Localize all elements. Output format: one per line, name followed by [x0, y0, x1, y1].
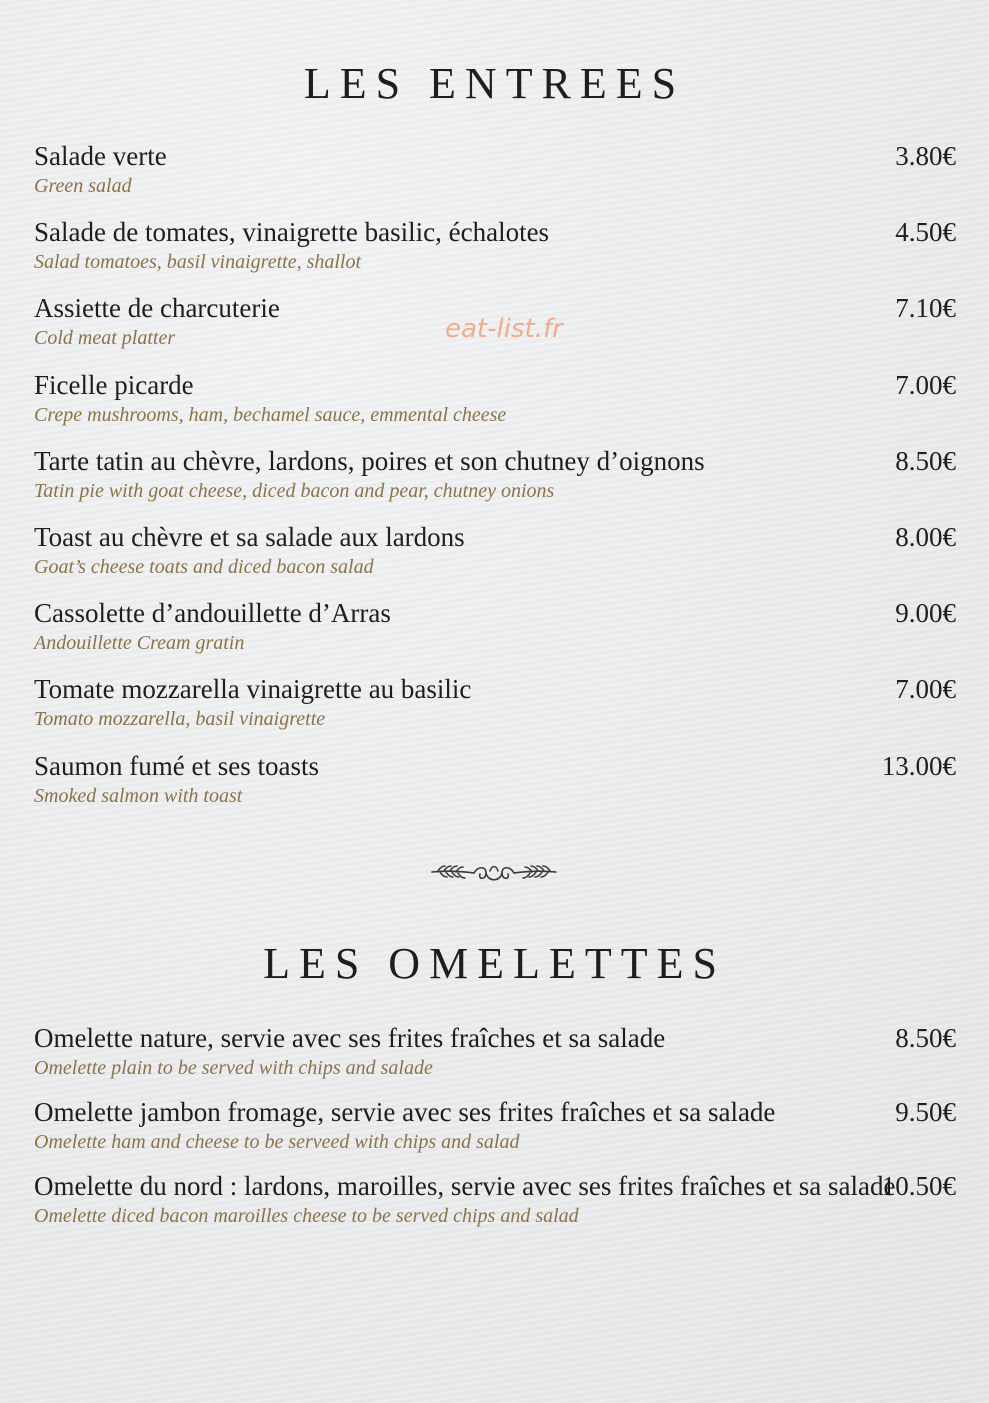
menu-item: [34, 138, 956, 214]
item-price: 13.00€: [881, 750, 956, 781]
item-price: 9.50€: [895, 1097, 956, 1127]
item-description: Andouillette Cream gratin: [34, 632, 245, 655]
item-description: Tomato mozzarella, basil vinaigrette: [34, 708, 326, 731]
item-name: Omelette du nord : lardons, maroilles, servie avec ses frites fraîches et sa salade: [34, 1171, 896, 1201]
menu-item: [34, 1020, 956, 1094]
section-title-entrees: LES ENTREES: [303, 59, 686, 108]
menu-item: [34, 1168, 956, 1242]
menu-item: [34, 1094, 956, 1168]
menu-item: [34, 748, 956, 824]
laurel-scroll-divider-icon: [428, 856, 560, 890]
item-name: Omelette jambon fromage, servie avec ses frites fraîches et sa salade: [34, 1097, 776, 1127]
item-name: Assiette de charcuterie: [34, 293, 280, 324]
item-price: 9.00€: [895, 598, 956, 629]
item-description: Omelette ham and cheese to be serveed with chips and salad: [34, 1131, 520, 1153]
menu-item: [34, 519, 956, 595]
section-title-omelettes: LES OMELETTES: [263, 939, 726, 988]
item-name: Saumon fumé et ses toasts: [34, 750, 319, 781]
item-description: Omelette diced bacon maroilles cheese to be served chips and salad: [34, 1205, 579, 1227]
menu-item: [34, 367, 956, 443]
item-price: 8.00€: [895, 521, 956, 552]
item-price: 10.50€: [881, 1171, 956, 1201]
item-description: Cold meat platter: [34, 327, 176, 350]
item-description: Crepe mushrooms, ham, bechamel sauce, emmental cheese: [34, 403, 507, 426]
item-name: Toast au chèvre et sa salade aux lardons: [34, 521, 465, 552]
item-name: Ficelle picarde: [34, 369, 194, 400]
item-name: Omelette nature, servie avec ses frites fraîches et sa salade: [34, 1023, 666, 1053]
item-description: Salad tomatoes, basil vinaigrette, shallot: [34, 251, 362, 274]
item-description: Omelette plain to be served with chips and salade: [34, 1057, 433, 1079]
item-name: Tomate mozzarella vinaigrette au basilic: [34, 674, 472, 705]
item-price: 7.10€: [895, 293, 956, 324]
item-name: Salade verte: [34, 141, 167, 171]
item-description: Smoked salmon with toast: [34, 784, 243, 807]
item-description: Goat’s cheese toats and diced bacon salad: [34, 555, 374, 578]
item-price: 7.00€: [895, 369, 956, 400]
item-name: Salade de tomates, vinaigrette basilic, échalotes: [34, 217, 550, 248]
menu-item: [34, 595, 956, 671]
item-description: Tatin pie with goat cheese, diced bacon and pear, chutney onions: [34, 479, 555, 502]
item-price: 7.00€: [895, 674, 956, 705]
omelettes-list: [34, 1020, 956, 1242]
item-price: 8.50€: [895, 445, 956, 476]
item-price: 8.50€: [895, 1023, 956, 1053]
menu-item: [34, 671, 956, 747]
menu-item: [34, 214, 956, 290]
item-name: Cassolette d’andouillette d’Arras: [34, 598, 391, 629]
entrees-list: [34, 138, 956, 824]
item-price: 3.80€: [895, 141, 956, 171]
menu-item: [34, 443, 956, 519]
item-name: Tarte tatin au chèvre, lardons, poires et son chutney d’oignons: [34, 445, 705, 476]
item-description: Green salad: [34, 175, 132, 197]
item-price: 4.50€: [895, 217, 956, 248]
watermark-text: eat-list.fr: [445, 314, 563, 344]
